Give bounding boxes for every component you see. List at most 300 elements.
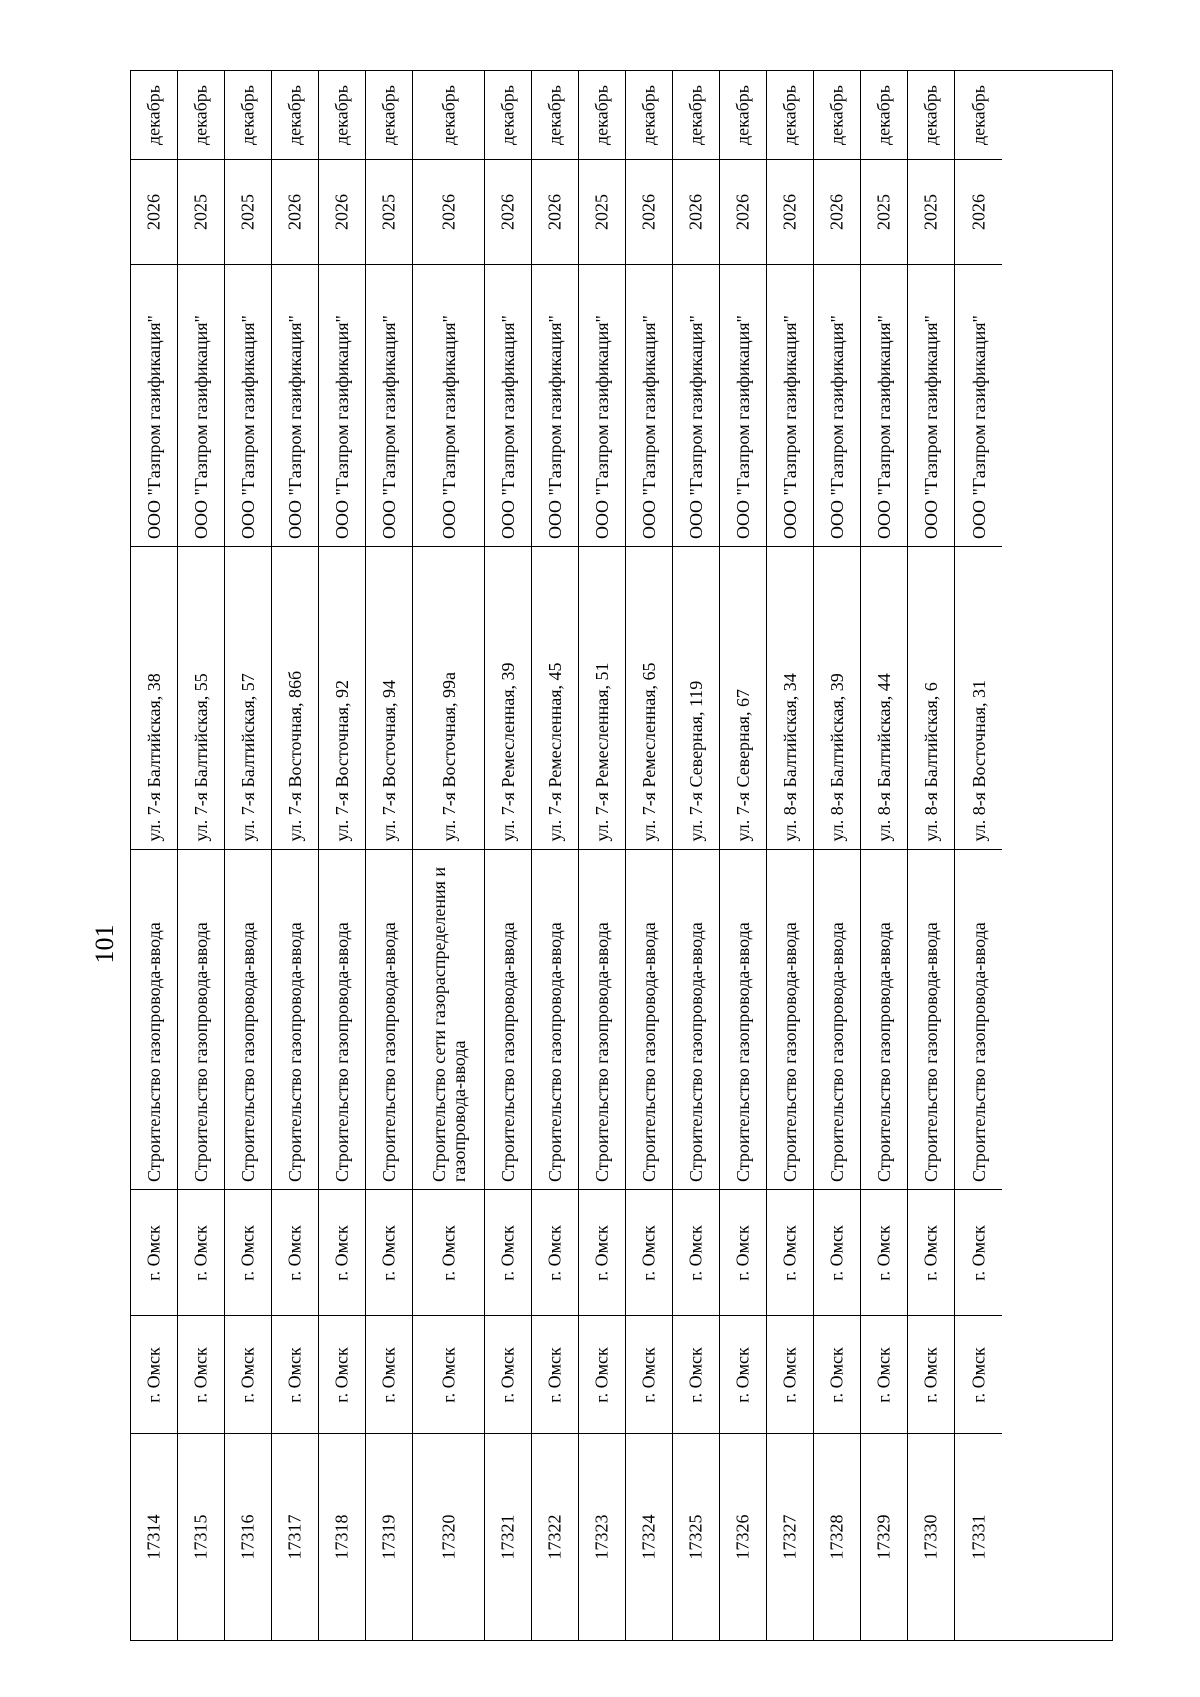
year-cell: [366, 159, 412, 264]
settlement-text: г. Омск: [685, 1224, 706, 1281]
month-cell: [579, 71, 625, 159]
row-number-text: 17322: [544, 1514, 565, 1560]
work-type-text: Строительство газопровода-ввода: [238, 921, 258, 1182]
month-cell: [767, 71, 813, 159]
row-number-text: 17331: [968, 1514, 988, 1560]
settlement-cell: [178, 1189, 224, 1315]
settlement-cell: [319, 1189, 365, 1315]
work-type-cell: [366, 849, 412, 1189]
municipality-cell: [131, 1315, 177, 1433]
settlement-text: г. Омск: [284, 1224, 305, 1281]
row-number-cell: [720, 1433, 766, 1640]
month-text: декабрь: [968, 85, 988, 145]
address-text: ул. 7-я Ремесленная, 39: [498, 662, 518, 842]
settlement-cell: [579, 1189, 625, 1315]
table-row: [131, 71, 178, 1640]
work-type-cell: [319, 849, 365, 1189]
address-text: ул. 7-я Северная, 119: [686, 680, 706, 842]
work-type-cell: [485, 849, 531, 1189]
organization-text: ООО "Газпром газификация": [592, 314, 612, 539]
municipality-cell: [908, 1315, 954, 1433]
address-cell: [178, 546, 224, 849]
row-number-cell: [366, 1433, 412, 1640]
year-cell: [272, 159, 318, 264]
year-text: 2025: [237, 194, 258, 230]
month-cell: [225, 71, 271, 159]
work-type-text: Строительство газопровода-ввода: [545, 921, 565, 1182]
organization-cell: [673, 264, 719, 546]
table-row: [814, 71, 861, 1640]
work-type-cell: [579, 849, 625, 1189]
organization-cell: [767, 264, 813, 546]
settlement-cell: [673, 1189, 719, 1315]
year-cell: [178, 159, 224, 264]
month-text: декабрь: [544, 85, 565, 145]
settlement-text: г. Омск: [732, 1224, 753, 1281]
address-text: ул. 7-я Восточная, 86б: [285, 670, 305, 842]
organization-cell: [814, 264, 860, 546]
organization-text: ООО "Газпром газификация": [438, 314, 459, 539]
row-number-text: 17314: [143, 1514, 164, 1560]
settlement-text: г. Омск: [237, 1224, 258, 1281]
organization-text: ООО "Газпром газификация": [332, 314, 352, 539]
table-row: [225, 71, 272, 1640]
year-text: 2026: [732, 194, 753, 230]
month-text: декабрь: [438, 85, 458, 145]
address-cell: [861, 546, 907, 849]
organization-text: ООО "Газпром газификация": [780, 314, 800, 539]
table-row: [532, 71, 579, 1640]
municipality-text: г. Омск: [826, 1346, 847, 1403]
month-cell: [272, 71, 318, 159]
month-cell: [814, 71, 860, 159]
month-text: декабрь: [732, 85, 753, 145]
organization-cell: [485, 264, 531, 546]
municipality-text: г. Омск: [779, 1346, 800, 1403]
municipality-text: г. Омск: [591, 1346, 612, 1403]
settlement-cell: [485, 1189, 531, 1315]
table-row: [626, 71, 673, 1640]
settlement-cell: [814, 1189, 860, 1315]
table-row: [673, 71, 720, 1640]
month-text: декабрь: [378, 85, 399, 145]
work-type-text: Строительство газопровода-ввода: [285, 921, 305, 1182]
municipality-cell: [955, 1315, 1002, 1433]
organization-cell: [626, 264, 672, 546]
work-type-cell: [720, 849, 766, 1189]
year-cell: [626, 159, 672, 264]
municipality-cell: [767, 1315, 813, 1433]
settlement-text: г. Омск: [497, 1224, 518, 1281]
municipality-cell: [319, 1315, 365, 1433]
organization-text: ООО "Газпром газификация": [144, 314, 164, 539]
organization-cell: [413, 264, 484, 546]
month-cell: [908, 71, 954, 159]
row-number-cell: [485, 1433, 531, 1640]
year-text: 2025: [920, 194, 941, 230]
address-text: ул. 8-я Балтийская, 39: [827, 673, 847, 842]
row-number-cell: [532, 1433, 578, 1640]
organization-text: ООО "Газпром газификация": [379, 314, 399, 539]
address-cell: [532, 546, 578, 849]
municipality-text: г. Омск: [497, 1346, 518, 1403]
settlement-text: г. Омск: [591, 1224, 612, 1281]
month-text: декабрь: [190, 85, 211, 145]
work-type-text: Строительство газопровода-ввода: [144, 921, 164, 1182]
work-type-text: Строительство газопровода-ввода: [686, 921, 706, 1182]
year-text: 2026: [685, 194, 706, 230]
table-row: [319, 71, 366, 1640]
row-number-cell: [955, 1433, 1002, 1640]
row-number-text: 17330: [920, 1514, 941, 1560]
address-text: ул. 7-я Восточная, 92: [332, 679, 352, 842]
municipality-cell: [366, 1315, 412, 1433]
address-cell: [626, 546, 672, 849]
work-type-cell: [814, 849, 860, 1189]
address-text: ул. 7-я Северная, 67: [733, 689, 753, 842]
year-text: 2026: [544, 194, 565, 230]
work-type-text: Строительство газопровода-ввода: [332, 921, 352, 1182]
settlement-text: г. Омск: [968, 1224, 988, 1281]
settlement-text: г. Омск: [920, 1224, 941, 1281]
work-type-cell: [955, 849, 1002, 1189]
organization-text: ООО "Газпром газификация": [827, 314, 847, 539]
row-number-cell: [814, 1433, 860, 1640]
row-number-text: 17327: [779, 1514, 800, 1560]
month-text: декабрь: [826, 85, 847, 145]
organization-cell: [178, 264, 224, 546]
settlement-cell: [861, 1189, 907, 1315]
year-cell: [955, 159, 1002, 264]
settlement-cell: [413, 1189, 484, 1315]
row-number-cell: [272, 1433, 318, 1640]
organization-text: ООО "Газпром газификация": [545, 314, 565, 539]
year-cell: [861, 159, 907, 264]
organization-text: ООО "Газпром газификация": [968, 314, 989, 539]
municipality-text: г. Омск: [968, 1346, 988, 1403]
year-text: 2025: [378, 194, 399, 230]
table-row: [955, 71, 1002, 1640]
table-row: [861, 71, 908, 1640]
work-type-text: Строительство газопровода-ввода: [874, 921, 894, 1182]
organization-cell: [861, 264, 907, 546]
row-number-text: 17328: [826, 1514, 847, 1560]
settlement-text: г. Омск: [331, 1224, 352, 1281]
work-type-cell: [225, 849, 271, 1189]
row-number-text: 17315: [190, 1514, 211, 1560]
settlement-text: г. Омск: [190, 1224, 211, 1281]
month-text: декабрь: [237, 85, 258, 145]
table-row: [908, 71, 955, 1640]
month-text: декабрь: [779, 85, 800, 145]
month-text: декабрь: [638, 85, 659, 145]
year-text: 2026: [143, 194, 164, 230]
address-cell: [485, 546, 531, 849]
month-cell: [626, 71, 672, 159]
address-text: ул. 7-я Ремесленная, 65: [639, 662, 659, 842]
row-number-cell: [319, 1433, 365, 1640]
month-cell: [485, 71, 531, 159]
row-number-text: 17316: [237, 1514, 258, 1560]
row-number-text: 17323: [591, 1514, 612, 1560]
organization-cell: [272, 264, 318, 546]
work-type-cell: [673, 849, 719, 1189]
municipality-cell: [720, 1315, 766, 1433]
address-cell: [720, 546, 766, 849]
year-text: 2026: [497, 194, 518, 230]
organization-cell: [366, 264, 412, 546]
row-number-text: 17326: [732, 1514, 753, 1560]
organization-cell: [720, 264, 766, 546]
year-text: 2025: [190, 194, 211, 230]
work-type-cell: [272, 849, 318, 1189]
month-cell: [366, 71, 412, 159]
table-row: [485, 71, 532, 1640]
year-cell: [225, 159, 271, 264]
work-type-cell: [532, 849, 578, 1189]
table-row: [579, 71, 626, 1640]
municipality-text: г. Омск: [732, 1346, 753, 1403]
page-number: 101: [90, 924, 119, 964]
work-type-cell: [861, 849, 907, 1189]
work-type-text: Строительство газопровода-ввода: [191, 921, 211, 1182]
month-cell: [413, 71, 484, 159]
municipality-text: г. Омск: [685, 1346, 706, 1403]
work-type-text: Строительство газопровода-ввода: [733, 921, 753, 1182]
month-text: декабрь: [331, 85, 352, 145]
address-cell: [131, 546, 177, 849]
month-cell: [178, 71, 224, 159]
municipality-text: г. Омск: [190, 1346, 211, 1403]
address-text: ул. 8-я Балтийская, 44: [874, 673, 894, 842]
work-type-text: Строительство газопровода-ввода: [780, 921, 800, 1182]
year-cell: [532, 159, 578, 264]
row-number-cell: [908, 1433, 954, 1640]
year-text: 2025: [591, 194, 612, 230]
work-type-cell: [626, 849, 672, 1189]
table-row: [272, 71, 319, 1640]
year-text: 2026: [284, 194, 305, 230]
address-text: ул. 7-я Балтийская, 38: [144, 673, 164, 842]
row-number-cell: [673, 1433, 719, 1640]
organization-cell: [319, 264, 365, 546]
municipality-text: г. Омск: [284, 1346, 305, 1403]
work-type-cell: [767, 849, 813, 1189]
work-type-text: Строительство газопровода-ввода: [379, 921, 399, 1182]
settlement-cell: [272, 1189, 318, 1315]
address-text: ул. 7-я Балтийская, 55: [191, 673, 211, 842]
month-text: декабрь: [591, 85, 612, 145]
month-cell: [532, 71, 578, 159]
row-number-text: 17324: [638, 1514, 659, 1560]
address-cell: [319, 546, 365, 849]
address-cell: [908, 546, 954, 849]
settlement-text: г. Омск: [143, 1224, 164, 1281]
municipality-text: г. Омск: [331, 1346, 352, 1403]
organization-cell: [225, 264, 271, 546]
address-cell: [767, 546, 813, 849]
month-text: декабрь: [497, 85, 518, 145]
year-text: 2026: [968, 194, 988, 230]
municipality-text: г. Омск: [237, 1346, 258, 1403]
row-number-cell: [767, 1433, 813, 1640]
address-text: ул. 7-я Балтийская, 57: [238, 673, 258, 842]
year-text: 2026: [638, 194, 659, 230]
address-cell: [413, 546, 484, 849]
row-number-text: 17325: [685, 1514, 706, 1560]
year-cell: [131, 159, 177, 264]
settlement-text: г. Омск: [378, 1224, 399, 1281]
settlement-text: г. Омск: [544, 1224, 565, 1281]
work-type-cell: [413, 849, 484, 1189]
address-text: ул. 8-я Балтийская, 6: [921, 682, 941, 842]
settlement-text: г. Омск: [779, 1224, 800, 1281]
settlement-cell: [225, 1189, 271, 1315]
month-text: декабрь: [284, 85, 305, 145]
year-cell: [673, 159, 719, 264]
year-cell: [814, 159, 860, 264]
organization-cell: [955, 264, 1002, 546]
settlement-text: г. Омск: [873, 1224, 894, 1281]
organization-text: ООО "Газпром газификация": [238, 314, 258, 539]
address-text: ул. 7-я Восточная, 94: [379, 679, 399, 842]
address-cell: [225, 546, 271, 849]
year-cell: [413, 159, 484, 264]
municipality-text: г. Омск: [438, 1346, 458, 1403]
settlement-cell: [767, 1189, 813, 1315]
work-type-text: Строительство газопровода-ввода: [498, 921, 518, 1182]
organization-cell: [131, 264, 177, 546]
table-row: [413, 71, 485, 1640]
row-number-text: 17329: [873, 1514, 894, 1560]
organization-text: ООО "Газпром газификация": [921, 314, 941, 539]
organization-text: ООО "Газпром газификация": [285, 314, 305, 539]
year-text: 2025: [873, 194, 894, 230]
work-type-cell: [178, 849, 224, 1189]
municipality-cell: [673, 1315, 719, 1433]
municipality-text: г. Омск: [378, 1346, 399, 1403]
year-cell: [485, 159, 531, 264]
work-type-cell: [908, 849, 954, 1189]
row-number-cell: [413, 1433, 484, 1640]
row-number-text: 17321: [497, 1514, 518, 1560]
row-number-cell: [225, 1433, 271, 1640]
year-text: 2026: [331, 194, 352, 230]
month-text: декабрь: [143, 85, 164, 145]
municipality-text: г. Омск: [544, 1346, 565, 1403]
municipality-text: г. Омск: [143, 1346, 164, 1403]
work-type-text: Строительство газопровода-ввода: [968, 921, 989, 1182]
row-number-cell: [861, 1433, 907, 1640]
table-row: [767, 71, 814, 1640]
row-number-text: 17320: [438, 1514, 458, 1560]
municipality-cell: [272, 1315, 318, 1433]
work-type-text: Строительство газопровода-ввода: [592, 921, 612, 1182]
row-number-cell: [626, 1433, 672, 1640]
settlement-cell: [626, 1189, 672, 1315]
year-cell: [908, 159, 954, 264]
month-text: декабрь: [685, 85, 706, 145]
municipality-text: г. Омск: [873, 1346, 894, 1403]
month-cell: [131, 71, 177, 159]
municipality-cell: [626, 1315, 672, 1433]
settlement-cell: [908, 1189, 954, 1315]
municipality-cell: [579, 1315, 625, 1433]
address-text: ул. 7-я Ремесленная, 51: [592, 662, 612, 842]
organization-cell: [532, 264, 578, 546]
organization-cell: [579, 264, 625, 546]
year-text: 2026: [779, 194, 800, 230]
address-cell: [673, 546, 719, 849]
work-type-cell: [131, 849, 177, 1189]
settlement-cell: [720, 1189, 766, 1315]
row-number-cell: [579, 1433, 625, 1640]
year-cell: [579, 159, 625, 264]
organization-text: ООО "Газпром газификация": [191, 314, 211, 539]
settlement-text: г. Омск: [638, 1224, 659, 1281]
month-cell: [319, 71, 365, 159]
organization-cell: [908, 264, 954, 546]
address-text: ул. 7-я Восточная, 99а: [438, 671, 459, 842]
month-cell: [861, 71, 907, 159]
municipality-cell: [178, 1315, 224, 1433]
year-cell: [767, 159, 813, 264]
month-text: декабрь: [920, 85, 941, 145]
organization-text: ООО "Газпром газификация": [639, 314, 659, 539]
row-number-cell: [178, 1433, 224, 1640]
address-text: ул. 8-я Восточная, 31: [968, 679, 989, 842]
address-cell: [272, 546, 318, 849]
settlement-cell: [955, 1189, 1002, 1315]
work-type-text: Строительство газопровода-ввода: [921, 921, 941, 1182]
municipality-cell: [532, 1315, 578, 1433]
year-cell: [319, 159, 365, 264]
settlement-cell: [366, 1189, 412, 1315]
address-text: ул. 8-я Балтийская, 34: [780, 673, 800, 842]
organization-text: ООО "Газпром газификация": [498, 314, 518, 539]
table-row: [178, 71, 225, 1640]
settlement-cell: [532, 1189, 578, 1315]
municipality-cell: [861, 1315, 907, 1433]
work-type-text: Строительство газопровода-ввода: [639, 921, 659, 1182]
work-type-text: Строительство газопровода-ввода: [827, 921, 847, 1182]
year-text: 2026: [438, 194, 458, 230]
settlement-text: г. Омск: [438, 1224, 458, 1281]
year-text: 2026: [826, 194, 847, 230]
settlement-text: г. Омск: [826, 1224, 847, 1281]
municipality-cell: [413, 1315, 484, 1433]
row-number-text: 17317: [284, 1514, 305, 1560]
month-cell: [673, 71, 719, 159]
table-row: [720, 71, 767, 1640]
year-cell: [720, 159, 766, 264]
address-cell: [955, 546, 1002, 849]
municipality-text: г. Омск: [638, 1346, 659, 1403]
organization-text: ООО "Газпром газификация": [733, 314, 753, 539]
municipality-cell: [225, 1315, 271, 1433]
table-row: [366, 71, 413, 1640]
municipality-cell: [814, 1315, 860, 1433]
organization-text: ООО "Газпром газификация": [874, 314, 894, 539]
address-cell: [579, 546, 625, 849]
address-cell: [814, 546, 860, 849]
row-number-text: 17318: [331, 1514, 352, 1560]
month-cell: [955, 71, 1002, 159]
rotated-data-table: [130, 70, 1113, 1641]
month-text: декабрь: [873, 85, 894, 145]
month-cell: [720, 71, 766, 159]
address-text: ул. 7-я Ремесленная, 45: [545, 662, 565, 842]
